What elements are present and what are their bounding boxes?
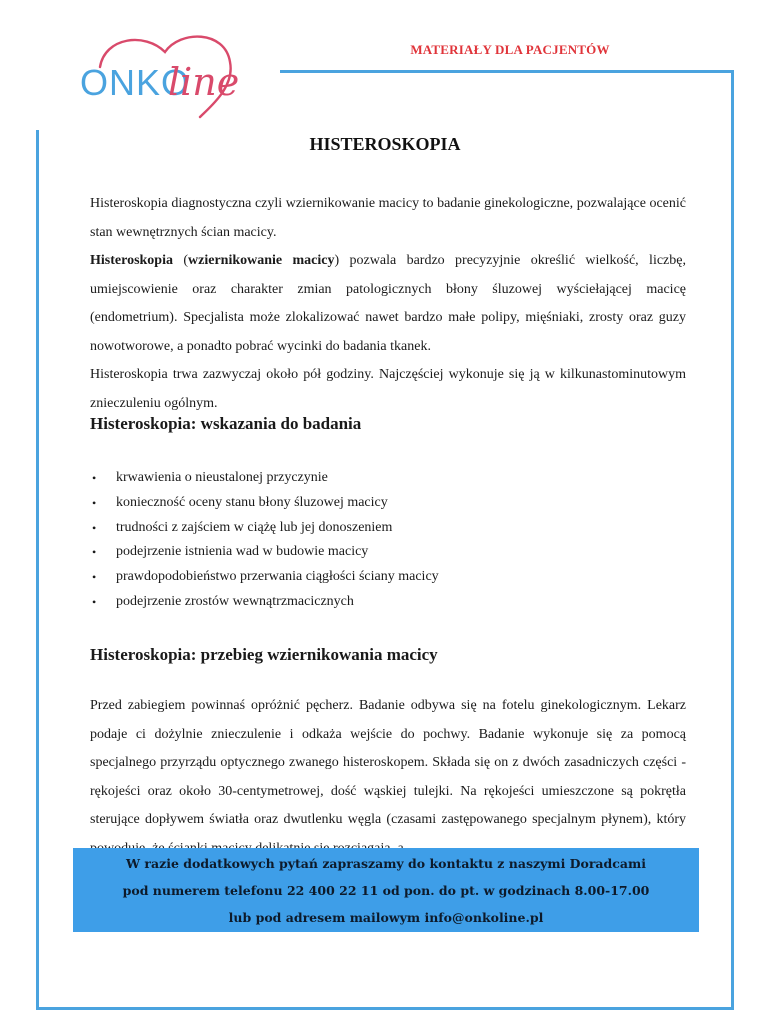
- term-bold-2: wziernikowanie macicy: [188, 253, 335, 268]
- list-item-text: podejrzenie istnienia wad w budowie macicy: [116, 544, 369, 560]
- contact-line-2: pod numerem telefonu 22 400 22 11 od pon. do pt. w godzinach 8.00-17.00: [122, 883, 650, 898]
- contact-banner: [73, 848, 699, 932]
- list-item-text: krwawienia o nieustalonej przyczynie: [116, 470, 328, 485]
- list-item: [90, 516, 686, 541]
- term-bold: Histeroskopia: [90, 253, 173, 268]
- list-item: [90, 466, 686, 491]
- intro-paragraph-1: Histeroskopia diagnostyczna czyli wziernikowanie macicy to badanie ginekologiczne, pozwalające ocenić stan wewnętrznych ścian macicy.: [90, 196, 686, 240]
- list-item: [90, 565, 686, 590]
- procedure-heading: Histeroskopia: przebieg wziernikowania macicy: [90, 645, 438, 664]
- paren-open: (: [172, 253, 189, 268]
- procedure-paragraph: Przed zabiegiem powinnaś opróżnić pęcherz. Badanie odbywa się na fotelu ginekologicznym. Lekarz podaje ci dożylnie znieczulenie i odkaża wejście do pochwy. Badanie wykonuje się za pomocą specjalnego przyrządu optycznego zwanego histeroskopem. Składa się on z dwóch zasadniczych części - rękojeści oraz około 30-centymetrowej, dość wąskiej tulejki. Na rękojeści umieszczone są pokrętła sterujące dopływem światła oraz dwutlenku węgla (czasami zastępowanego specjalnym płynem), który: [90, 698, 686, 827]
- intro-paragraph-2: [90, 247, 686, 361]
- list-item-text: podejrzenie zrostów wewnątrzmacicznych: [116, 593, 354, 609]
- patient-materials-label: MATERIAŁY DLA PACJENTÓW: [410, 42, 610, 57]
- indications-list: [90, 466, 686, 615]
- list-item-text: trudności z zajściem w ciążę lub jej donoszeniem: [116, 519, 393, 535]
- list-item: [90, 590, 686, 615]
- procedure-section: [90, 692, 686, 863]
- contact-line-3: lub pod adresem mailowym info@onkoline.pl: [228, 910, 544, 925]
- logo-onko-text: ONKO: [80, 62, 191, 103]
- intro-paragraph-3: Histeroskopia trwa zazwyczaj około pół godziny. Najczęściej wykonuje się ją w kilkunastominutowym znieczuleniu ogólnym.: [90, 367, 686, 411]
- list-item-text: prawdopodobieństwo przerwania ciągłości ściany macicy: [116, 569, 439, 585]
- bullet-icon: •: [92, 471, 97, 485]
- bullet-icon: •: [92, 520, 97, 535]
- bullet-icon: •: [92, 545, 97, 560]
- intro-paragraph-2-rest: ) pozwala bardzo precyzyjnie określić wielkość, liczbę, umiejscowienie oraz charakter zmian patologicznych błony śluzowej wyściełającej macicę (endometrium). Specjalista może zlokalizować nawet bardzo małe polipy, mięśniaki, zrosty oraz guzy nowotworowe, a ponadto pobrać wycinki do badania tkanek.: [90, 253, 686, 354]
- intro-section: [90, 190, 686, 418]
- list-item: [90, 491, 686, 516]
- list-item: [90, 540, 686, 565]
- list-item-text: konieczność oceny stanu błony śluzowej macicy: [116, 494, 388, 510]
- onkoline-logo: [60, 22, 270, 130]
- contact-line-1: W razie dodatkowych pytań zapraszamy do kontaktu z naszymi Doradcami: [126, 856, 646, 871]
- logo-line-text: line: [168, 60, 240, 104]
- indications-heading: Histeroskopia: wskazania do badania: [90, 414, 362, 433]
- bullet-icon: •: [92, 495, 97, 510]
- page-title: HISTEROSKOPIA: [309, 134, 461, 154]
- bullet-icon: •: [92, 594, 97, 609]
- bullet-icon: •: [92, 570, 97, 585]
